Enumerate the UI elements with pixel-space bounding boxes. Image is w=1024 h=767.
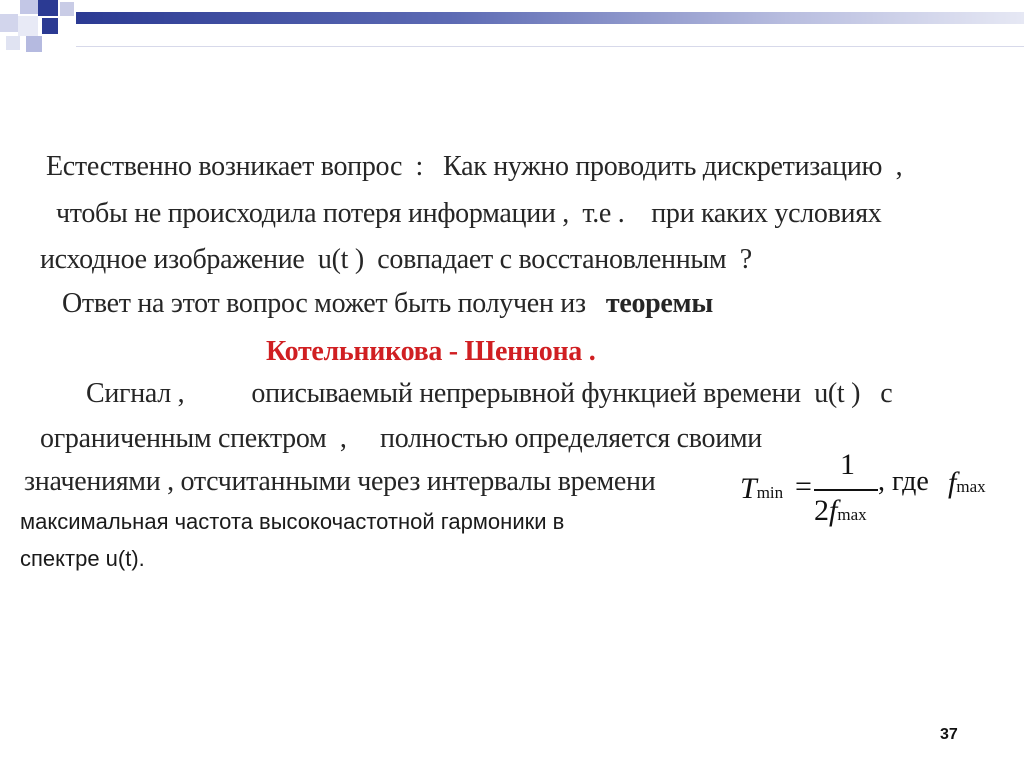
decor-square bbox=[60, 2, 74, 16]
text-line-5: Сигнал , описываемый непрерывной функцией времени u(t ) с bbox=[86, 378, 893, 409]
decor-square bbox=[6, 36, 20, 50]
text-line-4 bbox=[62, 287, 713, 321]
text-line-3: исходное изображение u(t ) совпадает с восстановленным ? bbox=[40, 244, 752, 275]
plain-line-2: спектре u(t). bbox=[20, 546, 145, 571]
decor-square bbox=[26, 36, 42, 52]
formula-fmax: fmax bbox=[948, 466, 986, 499]
theorem-word: теоремы bbox=[605, 288, 713, 319]
text-line-4-main: Ответ на этот вопрос может быть получен из bbox=[62, 288, 586, 319]
page-number: 37 bbox=[940, 726, 958, 743]
formula-equals: = bbox=[795, 470, 812, 503]
decor-square bbox=[18, 16, 38, 36]
decor-square bbox=[38, 0, 58, 16]
text-line-1: Естественно возникает вопрос : Как нужно проводить дискретизацию , bbox=[46, 151, 903, 182]
formula-numerator: 1 bbox=[840, 448, 855, 481]
formula-T: Tmin bbox=[740, 472, 784, 505]
decor-square bbox=[0, 14, 18, 32]
text-line-6: ограниченным спектром , полностью определяется своими bbox=[40, 423, 762, 454]
formula-where: , где bbox=[878, 466, 929, 497]
header-divider bbox=[76, 46, 1024, 47]
decor-square bbox=[42, 18, 58, 34]
decor-square bbox=[20, 0, 38, 14]
theorem-name: Котельникова - Шеннона . bbox=[266, 336, 596, 367]
plain-line-1: максимальная частота высокочастотной гармоники в bbox=[20, 509, 565, 534]
header-gradient-bar bbox=[76, 12, 1024, 24]
formula-denominator: 2fmax bbox=[814, 494, 867, 527]
text-line-2: чтобы не происходила потеря информации , т.е . при каких условиях bbox=[56, 198, 882, 229]
formula-fraction-bar bbox=[814, 489, 878, 491]
text-line-7: значениями , отсчитанными через интервалы времени bbox=[24, 466, 656, 497]
